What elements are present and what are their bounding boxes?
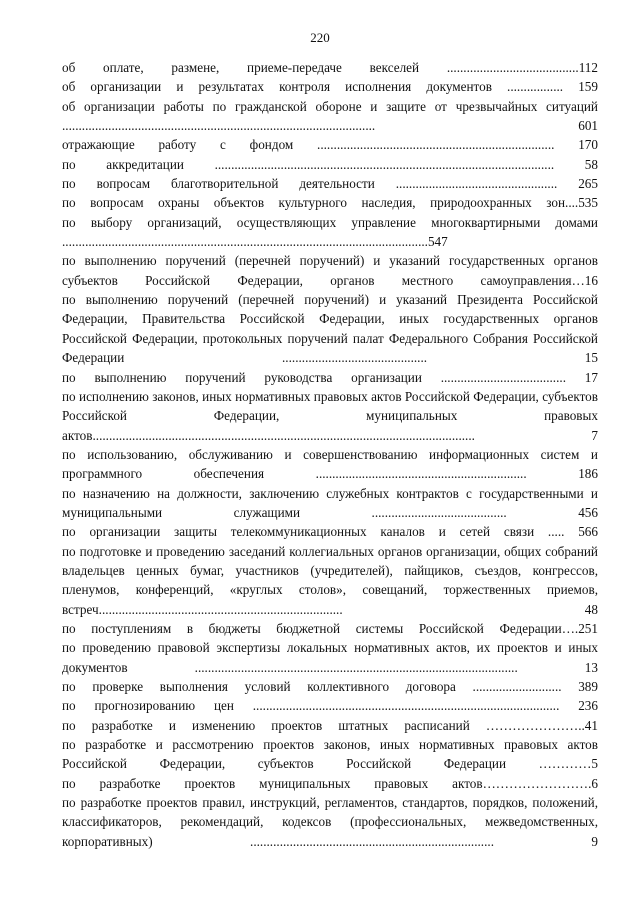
index-entry: по подготовке и проведению заседаний коллегиальных органов организации, общих собраний владельцев ценных бумаг, участников (учредителей), пайщиков, съездов, конгрессов, пленумов, конференций, «круглых столов», совещаний, торжественных приемов, встреч.......................................................................... 48 [62,543,598,617]
index-entry: об организации работы по гражданской обороне и защите от чрезвычайных ситуаций ............................................................................................... 601 [62,98,598,134]
index-entry: по разработке проектов муниципальных правовых актов…………………….6 [62,775,598,791]
index-entry: по разработке и изменению проектов штатных расписаний …………………..41 [62,717,598,733]
index-entry: по выполнению поручений (перечней поручений) и указаний Президента Российской Федерации, Правительства Российской Федерации, иных государственных органов Российской Федерации, протокольных поручений палат Федерального Собрания Российской Федерации ............................................ 15 [62,292,598,366]
index-entry: по выбору организаций, осуществляющих управление многоквартирными домами ...............................................................................................................547 [62,214,598,250]
index-entry: по разработке и рассмотрению проектов законов, иных нормативных правовых актов Российской Федерации, субъектов Российской Федерации …………5 [62,737,598,772]
index-entry: по выполнению поручений руководства организации ...................................... 17 [62,369,598,385]
index-entry: отражающие работу с фондом ........................................................................ 170 [62,137,598,153]
index-entry: по аккредитации ....................................................................................................... 58 [62,156,598,172]
index-entry: по вопросам благотворительной деятельности ................................................. 265 [62,176,598,192]
index-entry: по использованию, обслуживанию и совершенствованию информационных систем и программного обеспечения ................................................................ 186 [62,446,598,482]
index-list [62,58,598,851]
index-entry: по выполнению поручений (перечней поручений) и указаний государственных органов субъектов Российской Федерации, органов местного самоуправления…16 [62,253,598,288]
index-entry: по вопросам охраны объектов культурного наследия, природоохранных зон....535 [62,195,598,211]
index-entry: по поступлениям в бюджеты бюджетной системы Российской Федерации….251 [62,620,598,636]
index-entry: по проведению правовой экспертизы локальных нормативных актов, их проектов и иных документов .................................................................................................. 13 [62,640,598,675]
index-entry: по назначению на должности, заключению служебных контрактов с государственными и муниципальными служащими ......................................... 456 [62,485,598,520]
index-entry: по исполнению законов, иных нормативных правовых актов Российской Федерации, субъектов Российской Федерации, муниципальных правовых актов.................................................................................................................... 7 [62,388,598,443]
index-entry: по проверке выполнения условий коллективного договора ........................... 389 [62,679,598,694]
index-entry: по прогнозированию цен ............................................................................................. 236 [62,698,598,714]
index-entry: по организации защиты телекоммуникационных каналов и сетей связи ..... 566 [62,524,598,540]
page-number: 220 [310,30,330,45]
index-entry: по разработке проектов правил, инструкций, регламентов, стандартов, порядков, положений, классификаторов, рекомендаций, кодексов (профессиональных, межведомственных, корпоративных) .......................................................................... 9 [62,795,598,849]
index-entry: об оплате, размене, приеме-передаче векселей ........................................112 [62,60,598,75]
index-entry: об организации и результатах контроля исполнения документов ................. 159 [62,79,598,95]
